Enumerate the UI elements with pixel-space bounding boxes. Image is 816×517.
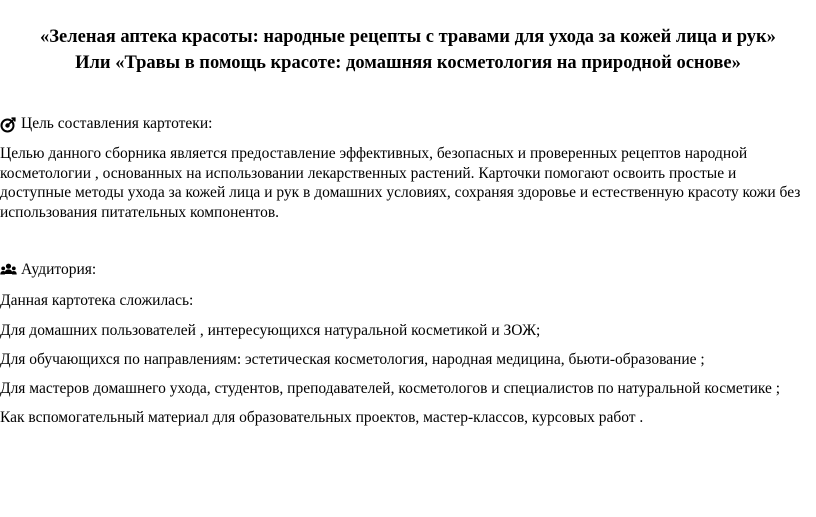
title-line-2: Или «Травы в помощь красоте: домашняя косметология на природной основе»	[75, 53, 741, 73]
goal-heading	[0, 114, 212, 134]
audience-heading-label: Аудитория:	[21, 261, 97, 278]
audience-intro: Данная картотека сложилась:	[0, 292, 194, 309]
audience-item: Для обучающихся по направлениям: эстетическая косметология, народная медицина, бьюти-образование ;	[0, 351, 705, 368]
title-line-1: «Зеленая аптека красоты: народные рецепты с травами для ухода за кожей лица и рук»	[40, 27, 776, 47]
target-icon	[0, 116, 17, 133]
audience-item: Для мастеров домашнего ухода, студентов, преподавателей, косметологов и специалистов по натуральной косметике ;	[0, 380, 781, 397]
audience-item: Для домашних пользователей , интересующихся натуральной косметикой и ЗОЖ;	[0, 322, 541, 339]
goal-paragraph-line: использования питательных компонентов.	[0, 203, 280, 221]
audience-heading	[0, 260, 96, 280]
goal-paragraph	[0, 144, 816, 222]
document-title	[0, 24, 816, 76]
goal-paragraph-line: косметологии , основанных на использовании лекарственных растений. Карточки помогают освоить простые и	[0, 164, 737, 182]
people-icon	[0, 262, 17, 279]
goal-paragraph-line: доступные методы ухода за кожей лица и рук в домашних условиях, сохраняя здоровье и естественную красоту кожи без	[0, 184, 801, 201]
goal-paragraph-line: Целью данного сборника является предоставление эффективных, безопасных и проверенных рецептов народной	[0, 145, 748, 162]
goal-heading-label: Цель составления картотеки:	[21, 115, 213, 132]
audience-item: Как вспомогательный материал для образовательных проектов, мастер-классов, курсовых работ .	[0, 409, 644, 426]
